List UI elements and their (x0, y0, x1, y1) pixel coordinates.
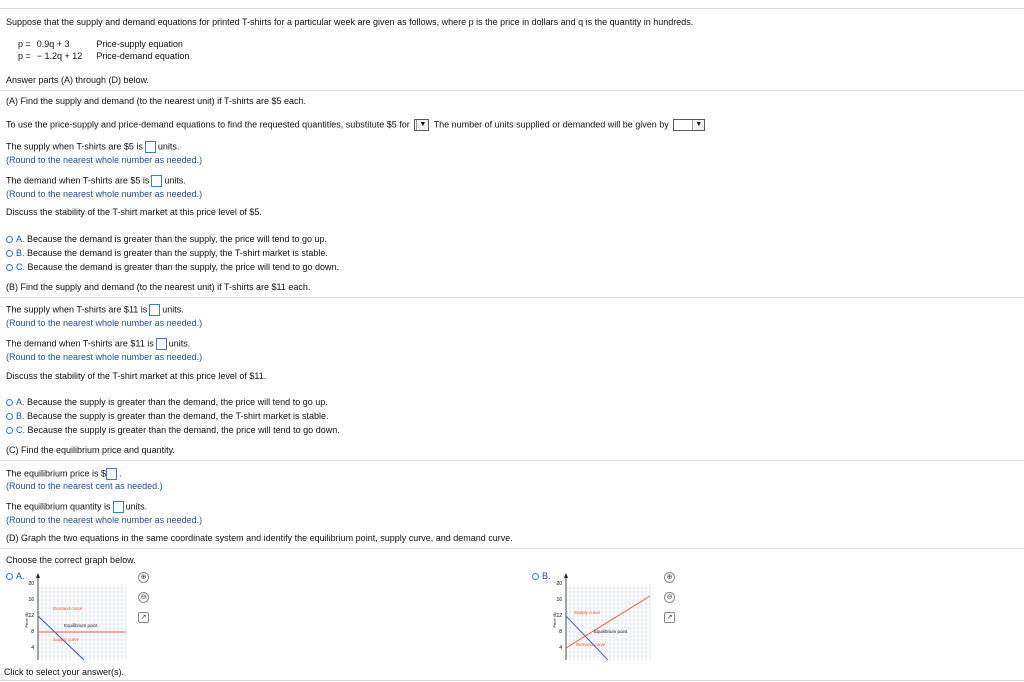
partB-supply-pre: The supply when T-shirts are $11 is (6, 304, 148, 315)
partC-qty-post: units. (125, 501, 148, 512)
partC-price-post: . (119, 468, 122, 479)
footer-instruction: Click to select your answer(s). (4, 667, 125, 677)
graph-option-b[interactable] (532, 571, 551, 582)
divider (0, 548, 1024, 549)
partA-supply-line (6, 141, 179, 153)
option-letter: A. (16, 571, 25, 581)
partB-demand-input[interactable] (156, 338, 167, 350)
radio-icon (6, 250, 13, 257)
partB-discuss: Discuss the stability of the T-shirt market at this price level of $11. (6, 371, 267, 381)
graph-b (552, 572, 662, 662)
tick-label: 8 (559, 629, 562, 635)
y-axis-label: Price ($) (552, 612, 557, 628)
partB-demand-post: units. (168, 338, 191, 349)
equilibrium-point-label: Equilibrium point (64, 623, 98, 628)
dropdown-arrow-icon: ▼ (692, 120, 704, 130)
round-hint: (Round to the nearest whole number as needed.) (6, 189, 203, 199)
answer-parts-text: Answer parts (A) through (D) below. (6, 75, 150, 85)
divider (0, 90, 1024, 91)
partA-title: (A) Find the supply and demand (to the nearest unit) if T-shirts are $5 each. (6, 96, 306, 106)
partA-option-a[interactable] (6, 234, 327, 245)
eq2-lhs: p = (18, 51, 31, 61)
option-text: Because the supply is greater than the demand, the price will tend to go down. (27, 425, 340, 435)
option-letter: B. (16, 411, 25, 421)
graph-a (24, 572, 134, 662)
round-hint: (Round to the nearest cent as needed.) (6, 481, 163, 491)
partA-demand-line (6, 175, 186, 187)
option-letter: A. (16, 234, 25, 244)
partC-title: (C) Find the equilibrium price and quantity. (6, 445, 175, 455)
radio-icon (6, 573, 13, 580)
partB-supply-line (6, 304, 184, 316)
partC-price-line (6, 468, 122, 480)
supply-curve-label: Supply curve (53, 637, 80, 642)
radio-icon (6, 264, 13, 271)
radio-icon (6, 427, 13, 434)
demand-curve-label: Demand curve (53, 606, 83, 611)
option-text: Because the demand is greater than the supply, the price will tend to go down. (27, 262, 340, 272)
y-axis-label: Price ($) (24, 612, 29, 628)
partB-option-b[interactable] (6, 411, 329, 422)
round-hint: (Round to the nearest whole number as needed.) (6, 352, 203, 362)
zoom-in-icon[interactable]: ⊕ (138, 572, 149, 583)
partB-demand-line (6, 338, 190, 350)
choose-graph-text: Choose the correct graph below. (6, 555, 136, 565)
eq2-label: Price-demand equation (96, 51, 190, 61)
divider (0, 297, 1024, 298)
y-axis-arrow-icon (36, 573, 40, 578)
option-letter: A. (16, 397, 25, 407)
demand-curve-label: Demand curve (576, 642, 606, 647)
partC-price-pre: The equilibrium price is $ (6, 468, 107, 479)
partA-instr-pre: To use the price-supply and price-demand equations to find the requested quantities, substitute $5 for (6, 119, 410, 130)
option-text: Because the demand is greater than the supply, the price will tend to go up. (27, 234, 328, 244)
bottom-divider (0, 680, 1024, 681)
partA-option-c[interactable] (6, 262, 339, 273)
partA-instr-mid: The number of units supplied or demanded will be given by (433, 119, 669, 130)
option-text: Because the demand is greater than the supply, the T-shirt market is stable. (27, 248, 328, 258)
option-text: Because the supply is greater than the demand, the T-shirt market is stable. (27, 411, 329, 421)
eq2-rhs: − 1.2q + 12 (36, 51, 83, 61)
y-axis-arrow-icon (564, 573, 568, 578)
tick-label: 12 (556, 613, 562, 619)
intro-text: Suppose that the supply and demand equations for printed T-shirts for a particular week are given as follows, where p is the price in dollars and q is the quantity in hundreds. (6, 17, 694, 27)
grid (38, 584, 126, 660)
tick-label: 12 (28, 613, 34, 619)
popout-icon[interactable]: ↗ (138, 612, 149, 623)
partA-demand-input[interactable] (151, 175, 162, 187)
option-letter: B. (16, 248, 25, 258)
tick-label: 16 (28, 597, 34, 603)
partB-supply-input[interactable] (149, 304, 160, 316)
tick-label: 8 (31, 629, 34, 635)
round-hint: (Round to the nearest whole number as needed.) (6, 515, 203, 525)
partB-option-c[interactable] (6, 425, 340, 436)
option-letter: C. (16, 425, 25, 435)
partA-option-b[interactable] (6, 248, 328, 259)
zoom-out-icon[interactable]: ⊖ (664, 592, 675, 603)
tick-label: 16 (556, 597, 562, 603)
divider (0, 460, 1024, 461)
partB-supply-post: units. (162, 304, 184, 315)
partD-title: (D) Graph the two equations in the same coordinate system and identify the equilibrium point, supply curve, and demand curve. (6, 533, 513, 543)
tick-label: 20 (28, 581, 34, 587)
partA-instruction (6, 119, 707, 131)
equilibrium-point-label: Equilibrium point (594, 629, 628, 634)
equilibrium-price-input[interactable] (106, 468, 117, 480)
radio-icon (532, 573, 539, 580)
partA-supply-post: units. (157, 141, 180, 152)
given-by-dropdown[interactable] (673, 119, 705, 131)
partA-supply-input[interactable] (145, 141, 156, 153)
eq1-lhs: p = (18, 39, 31, 49)
zoom-in-icon[interactable]: ⊕ (664, 572, 675, 583)
round-hint: (Round to the nearest whole number as needed.) (6, 155, 203, 165)
equations-table (18, 38, 195, 62)
partA-supply-pre: The supply when T-shirts are $5 is (6, 141, 143, 152)
zoom-out-icon[interactable]: ⊖ (138, 592, 149, 603)
dropdown-arrow-icon: ▼ (416, 120, 428, 130)
tick-label: 20 (556, 581, 562, 587)
top-divider (0, 8, 1024, 9)
partB-title: (B) Find the supply and demand (to the nearest unit) if T-shirts are $11 each. (6, 282, 311, 292)
partA-demand-pre: The demand when T-shirts are $5 is (6, 175, 150, 186)
tick-label: 4 (559, 645, 562, 651)
supply-curve-label: Supply curve (574, 610, 601, 615)
radio-icon (6, 413, 13, 420)
radio-icon (6, 236, 13, 243)
option-text: Because the supply is greater than the demand, the price will tend to go up. (27, 397, 328, 407)
partA-discuss: Discuss the stability of the T-shirt market at this price level of $5. (6, 207, 262, 217)
round-hint: (Round to the nearest whole number as needed.) (6, 318, 203, 328)
partB-option-a[interactable] (6, 397, 328, 408)
option-letter: C. (16, 262, 25, 272)
eq1-rhs: 0.9q + 3 (36, 39, 70, 49)
eq1-label: Price-supply equation (96, 39, 183, 49)
partC-qty-line (6, 501, 147, 513)
popout-icon[interactable]: ↗ (664, 612, 675, 623)
option-letter: B. (542, 571, 551, 581)
partC-qty-pre: The equilibrium quantity is (6, 501, 111, 512)
partA-demand-post: units. (164, 175, 186, 186)
partB-demand-pre: The demand when T-shirts are $11 is (6, 338, 154, 349)
substitute-dropdown[interactable] (414, 119, 429, 131)
equilibrium-quantity-input[interactable] (113, 501, 124, 513)
graph-option-a[interactable] (6, 571, 25, 582)
radio-icon (6, 399, 13, 406)
tick-label: 4 (31, 645, 34, 651)
